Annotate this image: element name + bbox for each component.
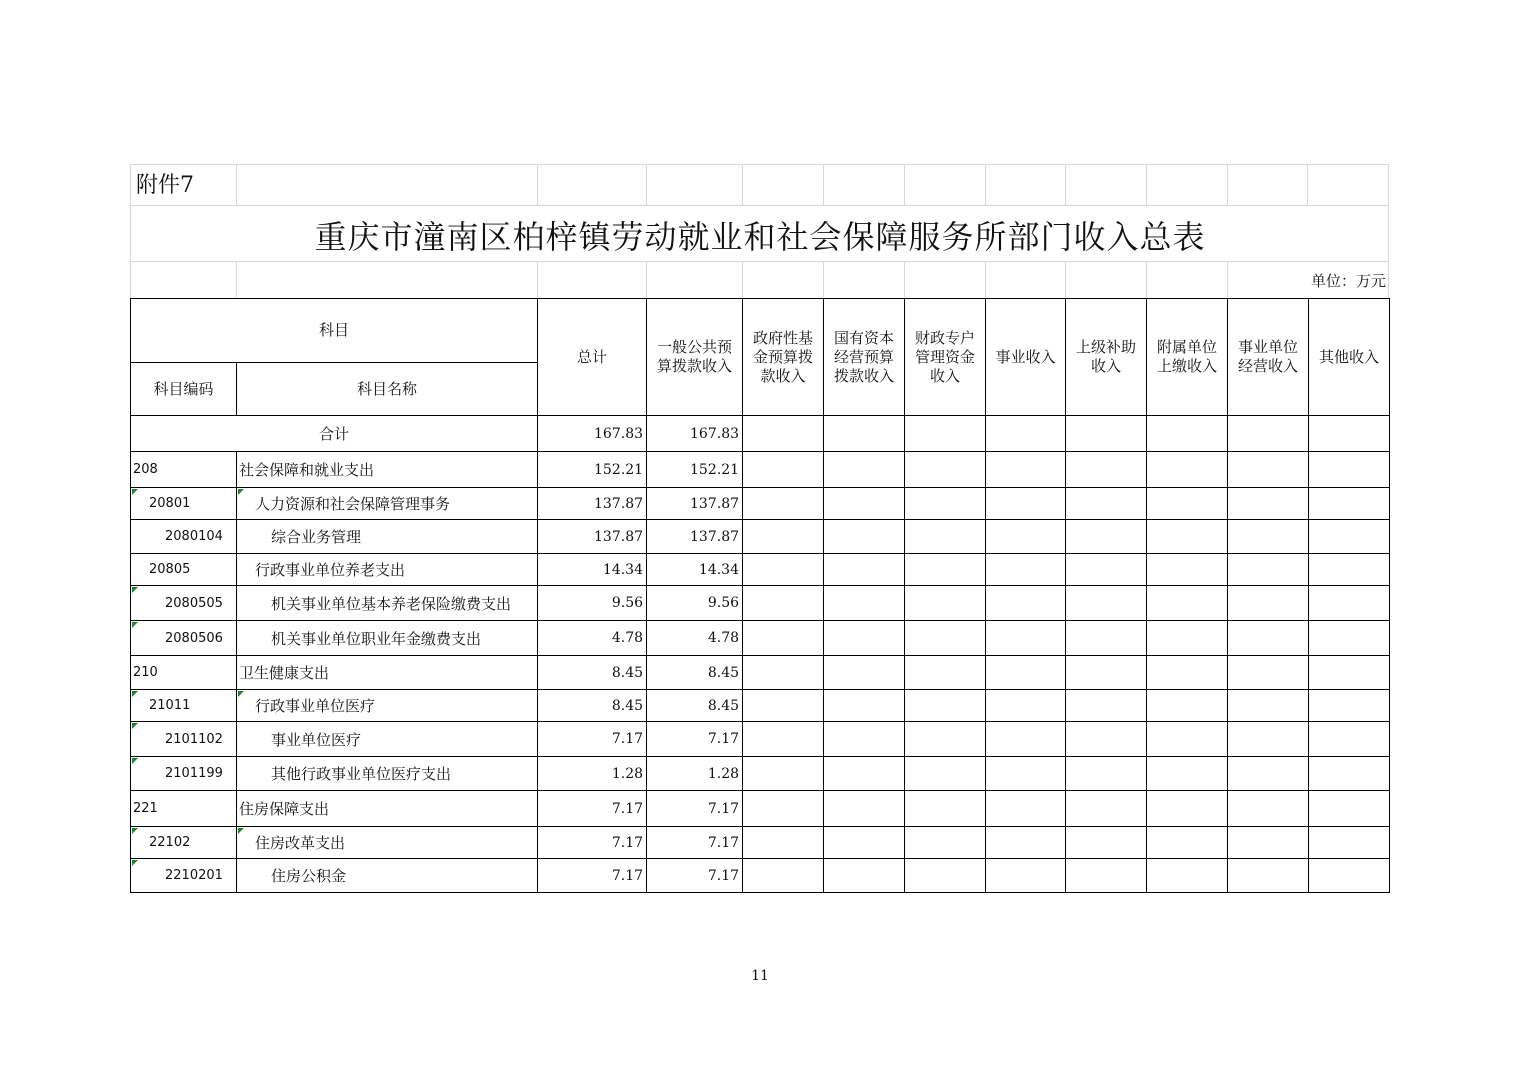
header-subject-code: 科目编码 bbox=[131, 363, 237, 416]
row-total: 9.56 bbox=[538, 586, 647, 621]
gridline bbox=[130, 205, 1389, 206]
row-general: 137.87 bbox=[647, 488, 743, 520]
row-total: 7.17 bbox=[538, 859, 647, 893]
gridline bbox=[823, 261, 824, 298]
gridline bbox=[236, 164, 237, 205]
header-fiscal-special: 财政专户管理资金收入 bbox=[905, 299, 986, 416]
row-code: 221 bbox=[131, 791, 237, 827]
row-general: 7.17 bbox=[647, 859, 743, 893]
row-total: 152.21 bbox=[538, 452, 647, 488]
row-total: 8.45 bbox=[538, 690, 647, 722]
attachment-label: 附件7 bbox=[136, 173, 194, 198]
gridline bbox=[537, 261, 538, 298]
summary-total: 167.83 bbox=[538, 416, 647, 452]
row-name: 机关事业单位基本养老保险缴费支出 bbox=[237, 586, 538, 621]
row-general: 8.45 bbox=[647, 690, 743, 722]
row-code: 208 bbox=[131, 452, 237, 488]
row-name: 行政事业单位医疗 bbox=[237, 690, 538, 722]
header-subject-name: 科目名称 bbox=[237, 363, 538, 416]
table-row bbox=[131, 452, 1390, 488]
table-row bbox=[131, 757, 1390, 791]
row-code: 22102 bbox=[131, 827, 237, 859]
row-code: 2080506 bbox=[131, 621, 237, 656]
row-code: 2080104 bbox=[131, 520, 237, 554]
row-name: 住房公积金 bbox=[237, 859, 538, 893]
row-code: 2080505 bbox=[131, 586, 237, 621]
row-name: 住房改革支出 bbox=[237, 827, 538, 859]
row-general: 4.78 bbox=[647, 621, 743, 656]
gridline bbox=[1065, 261, 1066, 298]
table-row bbox=[131, 791, 1390, 827]
row-general: 7.17 bbox=[647, 791, 743, 827]
row-general: 1.28 bbox=[647, 757, 743, 791]
row-code: 20805 bbox=[131, 554, 237, 586]
header-affiliated-turnover: 附属单位上缴收入 bbox=[1147, 299, 1228, 416]
gridline bbox=[130, 164, 1389, 165]
gridline bbox=[1307, 164, 1308, 205]
table-row bbox=[131, 488, 1390, 520]
row-total: 137.87 bbox=[538, 488, 647, 520]
gridline bbox=[1227, 261, 1228, 298]
row-general: 137.87 bbox=[647, 520, 743, 554]
unit-label: 单位：万元 bbox=[1310, 272, 1386, 290]
row-name: 机关事业单位职业年金缴费支出 bbox=[237, 621, 538, 656]
header-business-income: 事业收入 bbox=[986, 299, 1066, 416]
row-code: 2101102 bbox=[131, 722, 237, 757]
gridline bbox=[130, 261, 1389, 262]
row-code: 2210201 bbox=[131, 859, 237, 893]
row-total: 7.17 bbox=[538, 722, 647, 757]
table-row bbox=[131, 554, 1390, 586]
row-general: 7.17 bbox=[647, 827, 743, 859]
gridline bbox=[537, 164, 538, 205]
page-title: 重庆市潼南区柏梓镇劳动就业和社会保障服务所部门收入总表 bbox=[314, 218, 1206, 256]
header-state-capital: 国有资本经营预算拨款收入 bbox=[824, 299, 905, 416]
gridline bbox=[646, 164, 647, 205]
page-number: 11 bbox=[751, 968, 769, 984]
gridline bbox=[985, 261, 986, 298]
gridline bbox=[236, 261, 237, 298]
gridline bbox=[1146, 164, 1147, 205]
header-operating-income: 事业单位经营收入 bbox=[1228, 299, 1309, 416]
row-code: 210 bbox=[131, 656, 237, 690]
row-general: 7.17 bbox=[647, 722, 743, 757]
gridline bbox=[742, 164, 743, 205]
gridline bbox=[1146, 261, 1147, 298]
table-row bbox=[131, 827, 1390, 859]
gridline bbox=[904, 164, 905, 205]
header-total: 总计 bbox=[538, 299, 647, 416]
row-total: 8.45 bbox=[538, 656, 647, 690]
table-row bbox=[131, 520, 1390, 554]
row-total: 7.17 bbox=[538, 827, 647, 859]
table-row bbox=[131, 656, 1390, 690]
gridline bbox=[1065, 164, 1066, 205]
income-summary-table bbox=[130, 298, 1390, 893]
row-total: 4.78 bbox=[538, 621, 647, 656]
row-general: 8.45 bbox=[647, 656, 743, 690]
header-general-budget: 一般公共预算拨款收入 bbox=[647, 299, 743, 416]
row-total: 1.28 bbox=[538, 757, 647, 791]
row-code: 21011 bbox=[131, 690, 237, 722]
row-name: 住房保障支出 bbox=[237, 791, 538, 827]
row-name: 其他行政事业单位医疗支出 bbox=[237, 757, 538, 791]
row-general: 152.21 bbox=[647, 452, 743, 488]
row-total: 14.34 bbox=[538, 554, 647, 586]
header-gov-fund: 政府性基金预算拨款收入 bbox=[743, 299, 824, 416]
row-code: 20801 bbox=[131, 488, 237, 520]
gridline bbox=[1227, 164, 1228, 205]
row-name: 人力资源和社会保障管理事务 bbox=[237, 488, 538, 520]
gridline bbox=[985, 164, 986, 205]
summary-row bbox=[131, 416, 1390, 452]
table-row bbox=[131, 586, 1390, 621]
row-total: 7.17 bbox=[538, 791, 647, 827]
gridline bbox=[823, 164, 824, 205]
table-row bbox=[131, 690, 1390, 722]
table-row bbox=[131, 621, 1390, 656]
row-total: 137.87 bbox=[538, 520, 647, 554]
gridline bbox=[742, 261, 743, 298]
header-superior-subsidy: 上级补助收入 bbox=[1066, 299, 1147, 416]
table-row bbox=[131, 859, 1390, 893]
summary-general: 167.83 bbox=[647, 416, 743, 452]
row-general: 14.34 bbox=[647, 554, 743, 586]
row-name: 行政事业单位养老支出 bbox=[237, 554, 538, 586]
header-subject: 科目 bbox=[131, 299, 538, 363]
row-name: 卫生健康支出 bbox=[237, 656, 538, 690]
row-general: 9.56 bbox=[647, 586, 743, 621]
header-other-income: 其他收入 bbox=[1309, 299, 1390, 416]
row-name: 社会保障和就业支出 bbox=[237, 452, 538, 488]
row-name: 事业单位医疗 bbox=[237, 722, 538, 757]
row-code: 2101199 bbox=[131, 757, 237, 791]
gridline bbox=[646, 261, 647, 298]
table-row bbox=[131, 722, 1390, 757]
gridline bbox=[904, 261, 905, 298]
row-name: 综合业务管理 bbox=[237, 520, 538, 554]
summary-label: 合计 bbox=[131, 416, 538, 452]
